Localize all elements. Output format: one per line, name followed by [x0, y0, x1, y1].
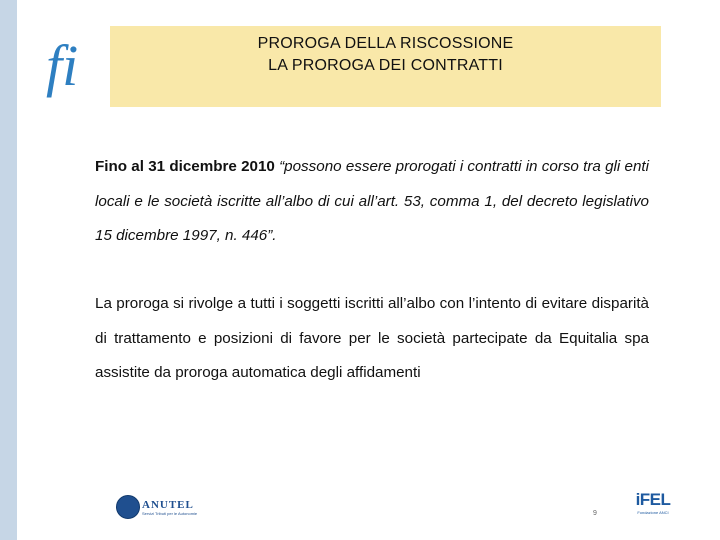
ifel-subtitle: Fondazione ANCI [637, 510, 669, 515]
fi-logo [44, 30, 94, 100]
anutel-subtitle: Servizi Tributi per le Autonomie [142, 510, 198, 516]
title-box [110, 26, 661, 107]
paragraph-1 [95, 150, 649, 254]
ifel-logo [636, 490, 670, 522]
title-line-2: LA PROROGA DEI CONTRATTI [268, 57, 503, 74]
paragraph-1-lead: Fino al 31 dicembre 2010 [95, 158, 280, 175]
anutel-name: ANUTEL [142, 498, 194, 511]
left-decorative-band [0, 0, 17, 540]
fi-logo-text: fi [46, 33, 79, 98]
anutel-seal-icon [116, 495, 140, 519]
page-number: 9 [593, 510, 597, 517]
title-line-1: PROROGA DELLA RISCOSSIONE [257, 35, 514, 52]
ifel-name: iFEL [635, 490, 671, 509]
paragraph-2: La proroga si rivolge a tutti i soggetti iscritti all’albo con l’intento di evitare disparità di trattamento e posizioni di favore per le società partecipate da Equitalia spa assistite da proroga automatica degli affidamenti [95, 295, 649, 381]
paragraph-1-quote: “possono essere prorogati i contratti in corso tra gli enti locali e le società iscritte all’albo di cui all’art. 53, comma 1, del decreto legislativo 15 dicembre 1997, n. 446”. [95, 158, 649, 244]
anutel-logo [116, 494, 198, 520]
